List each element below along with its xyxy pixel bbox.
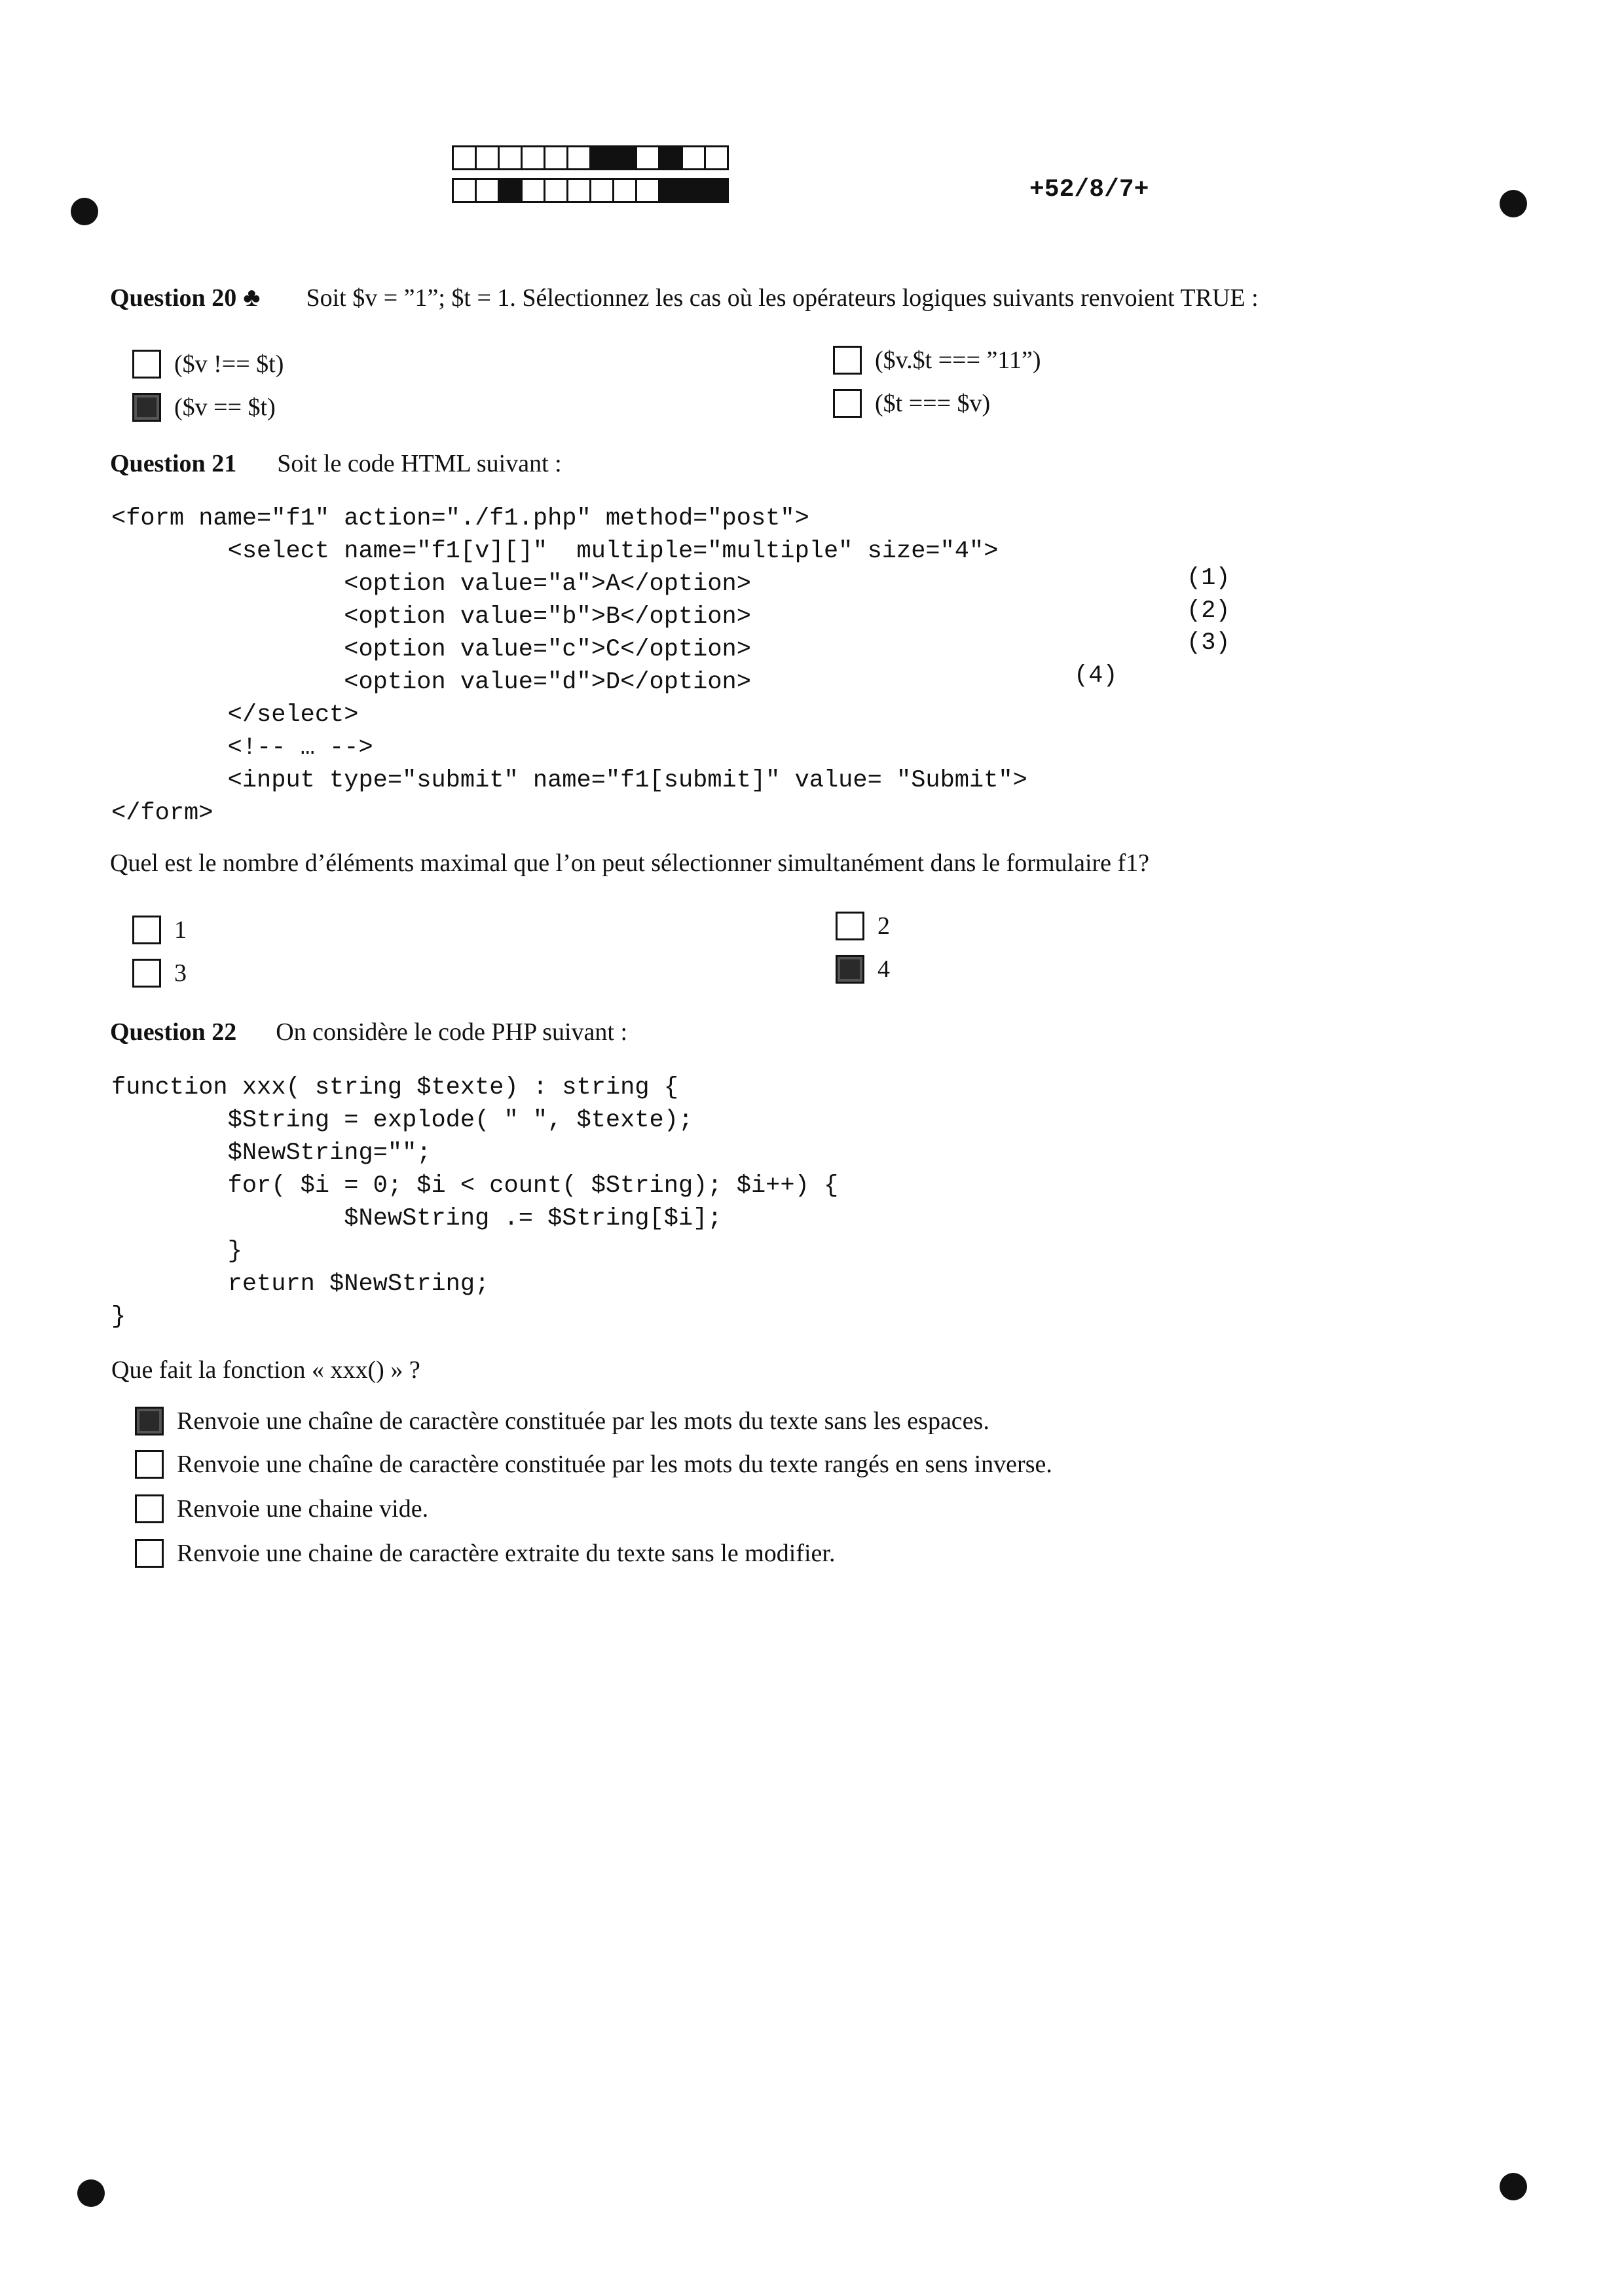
question-20-header	[110, 282, 1259, 312]
registration-mark-bottom-left	[77, 2179, 105, 2207]
barcode-row-top	[452, 145, 727, 170]
answer-option[interactable]	[132, 916, 187, 944]
question-text: Que fait la fonction « xxx() » ?	[111, 1356, 420, 1384]
barcode-cell	[475, 178, 500, 203]
barcode-cell	[704, 145, 729, 170]
answer-option[interactable]	[132, 393, 276, 422]
barcode-cell	[589, 178, 614, 203]
barcode-cell	[498, 145, 523, 170]
checkbox[interactable]	[135, 1407, 164, 1435]
answer-option[interactable]	[135, 1407, 989, 1435]
registration-mark-top-right	[1500, 190, 1527, 217]
barcode-cell	[566, 145, 591, 170]
checkbox[interactable]	[836, 955, 864, 984]
answer-option[interactable]	[833, 389, 990, 418]
barcode-cell	[544, 178, 568, 203]
question-title: Question 21	[110, 450, 237, 477]
question-prompt: Soit $v = ”1”; $t = 1. Sélectionnez les cas où les opérateurs logiques suivants renvoient TRUE :	[306, 284, 1259, 312]
barcode-cell	[475, 145, 500, 170]
barcode-cell	[681, 145, 706, 170]
checkbox[interactable]	[132, 916, 161, 944]
barcode-cell	[658, 178, 683, 203]
code-marker: (1)	[1187, 565, 1230, 592]
barcode-cell	[635, 145, 660, 170]
barcode-cell	[521, 145, 545, 170]
checkbox[interactable]	[833, 389, 862, 418]
code-marker: (3)	[1187, 629, 1230, 657]
checkbox[interactable]	[135, 1450, 164, 1479]
html-code-block: <form name="f1" action="./f1.php" method="post"> <select name="f1[v][]" multiple="multiple" size="4"> <option value="a">A</option> <option value="b">B</option> <option value="c">C</option> <option value="d">D</option> </select> <!-- … --> <input type="submit" name="f1[submit]" value= "Submit"> </form>	[111, 505, 1027, 827]
answer-option[interactable]	[132, 350, 284, 379]
question-text: Quel est le nombre d’éléments maximal que l’on peut sélectionner simultanément dans le formulaire f1?	[110, 849, 1150, 877]
question-title: Question 22	[110, 1018, 237, 1046]
answer-label: Renvoie une chaine vide.	[177, 1495, 429, 1523]
checkbox[interactable]	[135, 1539, 164, 1568]
answer-option[interactable]	[135, 1450, 1052, 1479]
code-marker: (2)	[1187, 597, 1230, 625]
question-prompt: Soit le code HTML suivant :	[277, 450, 562, 477]
answer-option[interactable]	[135, 1494, 428, 1523]
code-marker: (4)	[1074, 662, 1118, 690]
barcode-cell	[521, 178, 545, 203]
checkbox[interactable]	[833, 346, 862, 375]
question-21-header	[110, 449, 562, 478]
barcode-cell	[704, 178, 729, 203]
answer-option[interactable]	[833, 346, 1041, 375]
answer-option[interactable]	[836, 955, 890, 984]
checkbox[interactable]	[135, 1494, 164, 1523]
barcode-cell	[589, 145, 614, 170]
barcode-cell	[452, 145, 477, 170]
barcode-cell	[612, 145, 637, 170]
checkbox[interactable]	[132, 350, 161, 379]
answer-label: ($v !== $t)	[174, 350, 284, 378]
answer-option[interactable]	[836, 912, 890, 940]
answer-label: ($v.$t === ”11”)	[875, 346, 1041, 374]
answer-label: 4	[877, 955, 890, 983]
answer-label: 1	[174, 916, 187, 944]
barcode-cell	[498, 178, 523, 203]
answer-label: 3	[174, 959, 187, 987]
answer-label: Renvoie une chaine de caractère extraite du texte sans le modifier.	[177, 1540, 836, 1567]
checkbox[interactable]	[836, 912, 864, 940]
barcode-cell	[544, 145, 568, 170]
checkbox[interactable]	[132, 959, 161, 988]
checkbox[interactable]	[132, 393, 161, 422]
php-code-block: function xxx( string $texte) : string { $String = explode( " ", $texte); $NewString=""; for( $i = 0; $i < count( $String); $i++) { $NewString .= $String[$i]; } return $NewString; }	[111, 1074, 839, 1331]
registration-mark-top-left	[71, 198, 98, 225]
answer-option[interactable]	[132, 959, 187, 988]
answer-label: 2	[877, 912, 890, 940]
question-title: Question 20	[110, 284, 237, 312]
barcode-cell	[452, 178, 477, 203]
answer-label: ($t === $v)	[875, 390, 991, 417]
barcode-row-bottom	[452, 178, 727, 203]
registration-mark-bottom-right	[1500, 2173, 1527, 2200]
answer-label: ($v == $t)	[174, 394, 276, 421]
club-icon: ♣	[243, 282, 261, 312]
question-prompt: On considère le code PHP suivant :	[276, 1018, 628, 1046]
barcode-cell	[658, 145, 683, 170]
barcode-cell	[612, 178, 637, 203]
question-22-header	[110, 1018, 627, 1046]
barcode-cell	[635, 178, 660, 203]
answer-label: Renvoie une chaîne de caractère constituée par les mots du texte rangés en sens inverse.	[177, 1451, 1052, 1478]
answer-label: Renvoie une chaîne de caractère constituée par les mots du texte sans les espaces.	[177, 1407, 989, 1435]
sheet-id: +52/8/7+	[1029, 176, 1149, 204]
answer-option[interactable]	[135, 1539, 835, 1568]
barcode-cell	[566, 178, 591, 203]
barcode-cell	[681, 178, 706, 203]
